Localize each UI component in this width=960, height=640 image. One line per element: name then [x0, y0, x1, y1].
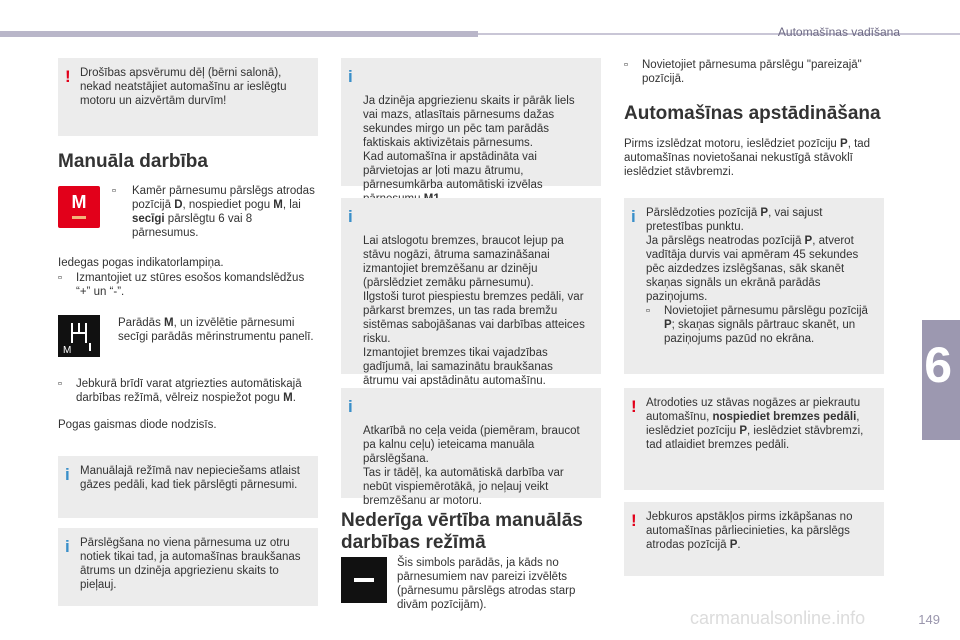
info-box-gear-switch	[58, 528, 318, 606]
info-icon: i	[65, 465, 70, 484]
info-icon: i	[631, 207, 636, 226]
info-text: Ja dzinēja apgriezienu skaits ir pārāk liels vai mazs, atlasītais pārnesums dažas sekundes mirgo un pēc tam parādās faktiskais aktivizētais pārnesums. Kad automašīna ir apstādināta vai pārvietojas ar ļoti mazu ātrumu, pārnesumkārba automātiski izvēlas	[363, 95, 575, 191]
paragraph-indicator: Iedegas pogas indikatorlampiņa.	[58, 257, 224, 269]
info-bullet	[646, 304, 874, 346]
bullet-arrow-icon: ▫	[646, 305, 651, 317]
info-text: Pārslēgšana no viena pārnesuma uz otru notiek tikai tad, ja automašīnas braukšanas ātrums un dzinēja apgriezienu skaits to pieļauj.	[80, 537, 301, 591]
warning-box-slope	[624, 388, 884, 490]
warning-text: , ieslēdziet pozīciju	[646, 411, 860, 437]
bullet-arrow-icon: ▫	[58, 378, 63, 390]
heading-manual-mode: Manuāla darbība	[58, 151, 208, 172]
heading-stopping-vehicle: Automašīnas apstādināšana	[624, 103, 881, 124]
svg-text:M: M	[63, 345, 72, 356]
warning-box-exit	[624, 502, 884, 576]
info-box-no-release	[58, 456, 318, 518]
info-text: Atkarībā no ceļa veida (piemēram, braucot pa kalnu ceļu) ieteicama manuāla pārslēgšana. Tas ir tādēļ, ka automātiskā darbība var nebūt vispiemērotākā, jo neļauj veikt bremzēšanu ar motoru.	[363, 425, 580, 507]
info-icon: i	[348, 397, 353, 416]
info-text: Manuālajā režīmā nav nepieciešams atlaist gāzes pedāli, kad tiek pārslēgti pārnesumi.	[80, 465, 300, 491]
info-icon: i	[65, 537, 70, 556]
info-text: Lai atslogotu bremzes, braucot lejup pa stāvu nogāzi, ātruma samazināšanai izmantojiet bremzēšanu ar dzinēju (pārslēdziet zemāku pārnesumu). Ilgstoši turot piespiestu bremzes pedāli, var pārkarst bremzes, un tas rada bremžu sistēmas sabojāšanas vai darbības atteices risku. Izmantojiet bremzes tikai vajadzības gadījumā, lai samazinātu braukšanas ātrumu vai apstādinātu automašīnu.	[363, 235, 585, 387]
info-text: , vai sajust pretestības punktu. Ja pārslēgs neatrodas pozīcijā	[646, 207, 823, 247]
warning-text: Drošības apsvērumu dēļ (bērni salonā), nekad neatstājiet automašīnu ar ieslēgtu motoru un aizvērtām durvīm!	[80, 67, 287, 107]
bullet-return-auto	[58, 377, 322, 405]
text: Kamēr pārnesumu pārslēgs atrodas pozīcijā	[132, 185, 315, 211]
text: , lai	[282, 199, 301, 211]
text: .	[292, 392, 296, 404]
watermark: carmanualsonline.info	[690, 608, 866, 628]
paragraph-before-stop	[624, 137, 884, 179]
heading-invalid-value: Nederīga vērtība manuālās darbības režīmā	[341, 510, 583, 553]
m-icon-letter: M	[71, 192, 87, 212]
info-text: ; skaņas signāls pārtrauc skanēt, un paziņojums pazūd no ekrāna.	[664, 319, 856, 345]
paragraph-symbol-appears: Šis simbols parādās, ja kāds no pārnesumiem nav pareizi izvēlēts (pārnesumu pārslēgs atrodas starp divām pozīcijām).	[397, 557, 576, 611]
bullet-arrow-icon: ▫	[112, 185, 117, 197]
warning-icon: !	[631, 511, 637, 530]
info-text: Pārslēdzoties pozīcijā	[646, 207, 761, 219]
m-button-icon	[58, 186, 100, 228]
warning-text-bold: P	[729, 539, 738, 551]
m-icon-led	[72, 216, 86, 219]
info-box-engine-braking	[341, 198, 601, 387]
warning-icon: !	[631, 397, 637, 416]
bullet-correct-position	[624, 58, 888, 86]
text-bold: P	[840, 138, 848, 150]
gear-pattern-icon	[58, 315, 100, 357]
text-bold: D	[174, 199, 183, 211]
section-title: Automašīnas vadīšana	[777, 25, 900, 39]
text: , un izvēlētie pārnesumi secīgi parādās mērinstrumentu panelī.	[118, 317, 314, 343]
text-bold: M	[164, 317, 174, 329]
chapter-number: 6	[924, 337, 952, 393]
warning-text: .	[737, 539, 741, 551]
warning-text: Atrodoties uz stāvas nogāzes ar piekrautu automašīnu,	[646, 397, 861, 423]
info-box-road-type	[341, 388, 601, 507]
bullet-steering-controls	[58, 271, 318, 299]
paragraph-m-displayed	[118, 316, 316, 344]
invalid-gear-icon	[341, 557, 387, 603]
text: Pirms izslēdzat motoru, ieslēdziet pozīciju	[624, 138, 841, 150]
text: , tad automašīnas novietošanai nekustīgā stāvoklī ieslēdziet stāvbremzi.	[624, 138, 871, 178]
text: Izmantojiet uz stūres esošos komandslēdžus “+” un “-”.	[76, 272, 305, 298]
info-box-rpm	[341, 58, 601, 191]
info-text: , atverot vadītāja durvis vai apmēram 45 sekundes pēc aizdedzes izslēgšanas, sāk skanēt skaņas signāls un ekrānā parādās paziņojums.	[646, 235, 859, 303]
text: pārslēgtu 6 vai 8 pārnesumus.	[132, 213, 253, 239]
gear-display-icon	[58, 315, 100, 357]
bullet-arrow-icon: ▫	[58, 272, 63, 284]
info-text-bold: P	[804, 235, 813, 247]
text-bold: M	[273, 199, 283, 211]
info-text-bold: P	[760, 207, 769, 219]
warning-text: Jebkuros apstākļos pirms izkāpšanas no automašīnas pārliecinieties, ka pārslēgs atrodas pozīcijā	[646, 511, 853, 551]
text: , nospiediet pogu	[182, 199, 274, 211]
text: Parādās	[118, 317, 165, 329]
warning-text-bold: P	[739, 425, 747, 437]
text: Novietojiet pārnesuma pārslēgu "pareizajā" pozīcijā.	[642, 59, 862, 85]
bullet-arrow-icon: ▫	[624, 59, 629, 71]
warning-text: , ieslēdziet stāvbremzi, tad atlaidiet bremzes pedāli.	[646, 425, 864, 451]
page-number: 149	[918, 612, 940, 627]
paragraph-led-off: Pogas gaismas diode nodzisīs.	[58, 419, 217, 431]
info-icon: i	[348, 67, 353, 86]
bullet-press-m	[112, 184, 316, 240]
info-box-position-p	[624, 198, 884, 374]
header-bar	[0, 31, 478, 37]
warning-text-bold: nospiediet bremzes pedāli	[712, 411, 857, 423]
text-bold: M	[283, 392, 293, 404]
dash-bar	[354, 578, 374, 582]
text-bold: secīgi	[132, 213, 165, 225]
info-text: Novietojiet pārnesumu pārslēgu pozīcijā	[664, 305, 868, 317]
text: Jebkurā brīdī varat atgriezties automātiskajā darbības režīmā, vēlreiz nospiežot pogu	[76, 378, 302, 404]
info-icon: i	[348, 207, 353, 226]
info-text-bold: P	[664, 319, 672, 331]
warning-box-safety	[58, 58, 318, 136]
warning-icon: !	[65, 67, 71, 86]
